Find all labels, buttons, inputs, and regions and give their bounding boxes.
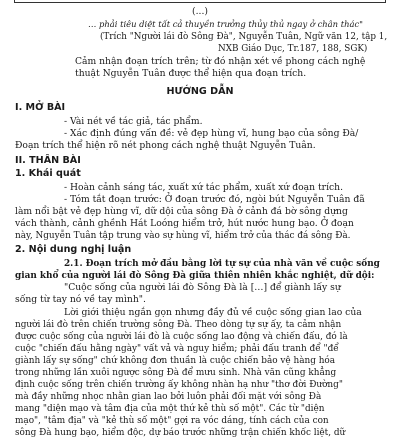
quote-line-2: sống từ tay nó về tay mình". [15,294,146,305]
subsection-1-line-5: này, Nguyễn Tuân tập trung vào sự hùng vĩ, hiểm trở của thác đá sông Đà. [15,231,351,241]
point-2-1-line-1: 2.1. Đoạn trích mở đầu bằng lời tự sự của nhà văn về cuộc sống [64,259,380,269]
body-line-6: trong những lần xuôi ngược sông Đà để mưu sinh. Nhà văn cũng khẳng [15,368,337,378]
quote-tail: … phải tiêu diệt tất cả thuyền trưởng thủy thủ ngay ở chân thác" [88,19,364,29]
subsection-2-heading: 2. Nội dung nghị luận [15,244,132,255]
subsection-1-line-1: - Hoàn cảnh sáng tác, xuất xứ tác phẩm, xuất xứ đoạn trích. [64,182,343,193]
body-line-2: người lái đò trên chiến trường sông Đà. Theo dòng tự sự ấy, ta cảm nhận [15,320,342,330]
quote-frame-bottom [14,2,386,3]
section-1-heading: I. MỞ BÀI [15,102,66,113]
body-line-5: giành lấy sự sống" chứ không đơn thuần là cuộc chiến bảo vệ hàng hóa [15,356,336,366]
subsection-1-line-4: vách thành, cảnh ghềnh Hát Loóng hiểm trở, hút nước hung bạo. Ở đoạn [15,218,354,229]
subsection-1-heading: 1. Khái quát [15,168,81,179]
body-line-1: Lời giới thiệu ngắn gọn nhưng đầy đủ về cuộc sống gian lao của [64,307,362,318]
section-2-heading: II. THÂN BÀI [15,155,81,166]
body-line-3: được cuộc sống của người lái đò là cuộc sống lao động và chiến đấu, đó là [15,332,348,342]
quote-ellipsis: (...) [192,6,208,17]
subsection-1-line-3: làm nổi bật vẻ đẹp hùng vĩ, dữ dội của sông Đà ở cảnh đá bờ sông dựng [15,206,348,217]
quote-frame-right [385,0,386,3]
prompt-line-2: thuật Nguyễn Tuân được thể hiện qua đoạn trích. [75,68,307,79]
body-line-8: mà đầy những nhọc nhằn gian lao bởi luôn phải đối mặt với sông Đà [15,392,322,402]
body-line-9: mang "diện mạo và tâm địa của một thứ kẻ thù số một". Các từ "diện [15,404,325,414]
prompt-line-1: Cảm nhận đoạn trích trên; từ đó nhận xét về phong cách nghệ [75,56,366,67]
subsection-1-line-2: - Tóm tắt đoạn trước: Ở đoạn trước đó, ngòi bút Nguyễn Tuân đã [64,194,365,205]
body-line-4: cuộc "chiến đấu hằng ngày" vất vả và nguy hiểm; phải đấu tranh để "để [15,344,339,354]
point-2-1-line-2: gian khổ của người lái đò Sông Đà giữa thiên nhiên khắc nghiệt, dữ dội: [15,271,375,281]
citation-line-1: (Trích "Người lái đò Sông Đà", Nguyễn Tuân, Ngữ văn 12, tập 1, [100,32,388,42]
guide-title: HƯỚNG DẪN [166,86,234,97]
section-1-line-3: Đoạn trích thể hiện rõ nét phong cách nghệ thuật Nguyễn Tuân. [15,140,316,151]
body-line-10: mạo", "tâm địa" và "kẻ thù số một" gợi ra vóc dáng, tính cách của con [15,416,329,426]
section-1-line-1: - Vài nét về tác giả, tác phẩm. [64,116,203,127]
body-line-7: định cuộc sống trên chiến trường ấy không nhàn hạ như "thơ đời Đường" [15,380,343,390]
section-1-line-2: - Xác định đúng vấn đề: vẻ đẹp hùng vĩ, hung bạo của sông Đà/ [64,128,359,139]
body-line-11: sông Đà hung bạo, hiểm độc, dự báo trước những trận chiến khốc liệt, dữ [15,428,346,438]
quote-line-1: "Cuộc sống của người lái đò Sông Đà là […] để giành lấy sự [64,282,341,293]
citation-line-2: NXB Giáo Dục, Tr.187, 188, SGK) [218,44,368,54]
quote-frame-left [14,0,15,3]
